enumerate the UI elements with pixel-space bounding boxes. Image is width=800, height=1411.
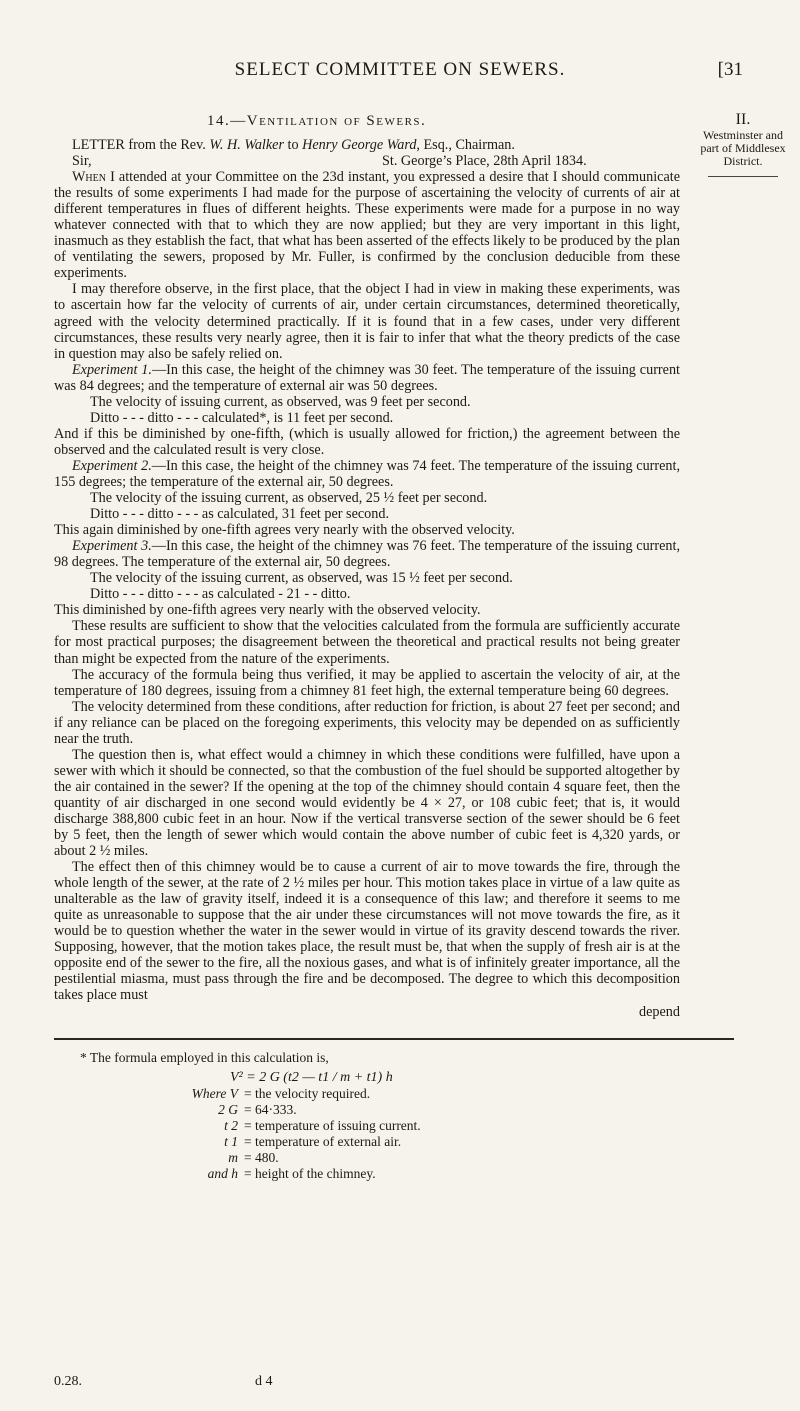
section-title: 14.—Ventilation of Sewers. xyxy=(207,113,427,129)
experiment-2-conclusion: This again diminished by one-fifth agrees very nearly with the observed velocity. xyxy=(54,522,515,539)
definition-row xyxy=(164,1086,640,1102)
letter-heading xyxy=(54,137,680,153)
definition-symbol: Where V xyxy=(191,1086,238,1101)
definition-row xyxy=(164,1150,640,1166)
footnote-formula: V² = 2 G (t2 — t1 / m + t1) h xyxy=(230,1070,393,1085)
experiment-3-observed: The velocity of the issuing current, as observed, was 15 ½ feet per second. xyxy=(90,570,513,587)
paragraph-1 xyxy=(54,169,680,281)
formula-definitions xyxy=(164,1086,640,1182)
place-date: St. George’s Place, 28th April 1834. xyxy=(382,153,587,170)
experiment-3-label: Experiment 3. xyxy=(72,538,152,555)
definition-symbol: t 2 xyxy=(224,1118,238,1133)
experiment-2-calculated: Ditto - - - ditto - - - as calculated, 31 feet per second. xyxy=(90,506,390,523)
heading-author: W. H. Walker xyxy=(209,137,284,153)
definition-meaning: = temperature of external air. xyxy=(244,1134,402,1149)
experiment-1-observed: The velocity of issuing current, as observed, was 9 feet per second. xyxy=(90,393,471,410)
experiment-1-label: Experiment 1. xyxy=(72,361,152,378)
side-note-rule xyxy=(708,176,778,177)
side-note-text: Westminster and part of Middlesex District. xyxy=(700,128,786,168)
running-header xyxy=(0,59,800,81)
experiment-3 xyxy=(54,538,680,570)
salutation-line xyxy=(54,153,680,169)
paragraph-1-text: I attended at your Committee on the 23d instant, you expressed a desire that I should communicate the results of some experiments I had made for the purpose of ascertaining the velocity of currents of air at different temperatures in flues of different heights. These experiments were made for a purpose in no way whatever connected with that to which they are now applied; but they are very important in this light, inasmuch as they establish the fact, that what has been asserted of the effects likely to be produced by the plan of ventilating the sewers, proposed by Mr. Fuller, is confirmed by the conclusion deducible from these experiments. xyxy=(54,169,680,282)
experiment-1-calculated: Ditto - - - ditto - - - calculated*, is 11 feet per second. xyxy=(90,409,394,426)
definition-meaning: = the velocity required. xyxy=(244,1086,371,1101)
paragraph-6: The question then is, what effect would a chimney in which these conditions were fulfilled, have upon a sewer with which it should be connected, so that the combustion of the fuel should be supported altogether by the air contained in the sewer? If the opening at the top of the chimney should contain 4 square feet, then the quantity of air discharged in one second would evidently be 4 × 27, or 108 cubic feet; that is, it would discharge 388,800 cubic feet in an hour. Now if the vertical transverse section of the sewer should be 6 feet by 5 feet, then the length of sewer which would contain the above number of cubic feet is 4,320 yards, or about 2 ½ miles. xyxy=(54,746,680,860)
paragraph-2: I may therefore observe, in the first place, that the object I had in view in making these experiments, was to ascertain how far the velocity of currents of air, under certain circumstances, determined theoretically, agreed with the velocity determined practically. If it is found that in a few cases, under very different circumstances, these results very nearly agree, then it is fair to infer that what the theory predicts of the case in question may also be safely relied on. xyxy=(54,281,680,362)
experiment-1-conclusion: And if this be diminished by one-fifth, (which is usually allowed for friction,) the agreement between the observed and the calculated result is very close. xyxy=(54,425,680,458)
definition-symbol: t 1 xyxy=(224,1134,238,1149)
experiment-3-conclusion: This diminished by one-fifth agrees very nearly with the observed velocity. xyxy=(54,602,481,619)
heading-mid: to xyxy=(287,137,299,153)
heading-recipient: Henry George Ward xyxy=(302,137,417,153)
experiment-2 xyxy=(54,458,680,490)
definition-symbol: and h xyxy=(207,1166,238,1181)
experiment-2-label: Experiment 2. xyxy=(72,457,152,474)
definition-meaning: = 480. xyxy=(244,1150,279,1165)
salutation: Sir, xyxy=(72,153,92,170)
paragraph-5: The velocity determined from these conditions, after reduction for friction, is about 27 feet per second; and if any reliance can be placed on the foregoing experiments, this velocity may be depended on as sufficiently near the truth. xyxy=(54,698,680,747)
definition-row xyxy=(164,1118,640,1134)
paragraph-1-lead: When xyxy=(72,169,106,186)
definition-row xyxy=(164,1134,640,1150)
header-title: SELECT COMMITTEE ON SEWERS. xyxy=(234,59,566,80)
definition-symbol: m xyxy=(228,1150,238,1165)
signature-left: 0.28. xyxy=(54,1374,82,1389)
experiment-2-observed: The velocity of the issuing current, as observed, 25 ½ feet per second. xyxy=(90,490,488,507)
definition-symbol: 2 G xyxy=(218,1102,238,1117)
letter-body xyxy=(54,137,680,1020)
experiment-3-calculated: Ditto - - - ditto - - - as calculated - 21 - - ditto. xyxy=(90,586,351,603)
catchword: depend xyxy=(639,1003,680,1020)
side-note xyxy=(693,113,793,177)
definition-meaning: = height of the chimney. xyxy=(244,1166,376,1181)
experiment-1-text: —In this case, the height of the chimney was 30 feet. The temperature of the issuing current was 84 degrees; and the temperature of external air was 50 degrees. xyxy=(54,361,680,394)
footnote-intro: * The formula employed in this calculation is, xyxy=(80,1050,329,1065)
paragraph-7: The effect then of this chimney would be to cause a current of air to move towards the fire, through the whole length of the sewer, at the rate of 2 ½ miles per hour. This motion takes place in virtue of a law quite as unalterable as the law of gravity itself, indeed it is a consequence of this law; and therefore it seems to me quite as unreasonable to suppose that the air under these circumstances will not move towards the fire, as it would be to question whether the water in the sewer would in virtue of its gravity descend towards the river. Supposing, however, that the motion takes place, the result must be, that when the supply of fresh air is at the opposite end of the sewer to the fire, all the noxious gases, and what is of infinitely greater importance, all the pestilential miasma, must pass through the fire and be decomposed. The degree to which this decomposition takes place must xyxy=(54,859,680,1004)
page-number: [31 xyxy=(717,59,743,80)
footnote xyxy=(80,1050,640,1182)
heading-pre: LETTER from the Rev. xyxy=(72,137,206,153)
paragraph-4: The accuracy of the formula being thus verified, it may be applied to ascertain the velocity of air, at the temperature of 180 degrees, issuing from a chimney 81 feet high, the external temperature being 60 degrees. xyxy=(54,666,680,699)
paragraph-3: These results are sufficient to show that the velocities calculated from the formula are sufficiently accurate for most practical purposes; the disagreement between the theoretical and practical results not being greater than might be expected from the nature of the experiments. xyxy=(54,618,680,667)
signature-center: d 4 xyxy=(255,1374,273,1389)
experiment-3-text: —In this case, the height of the chimney was 76 feet. The temperature of the issuing current, 98 degrees. The temperature of the external air, 50 degrees. xyxy=(54,538,680,571)
definition-meaning: = temperature of issuing current. xyxy=(244,1118,421,1133)
definition-row xyxy=(164,1102,640,1118)
experiment-2-text: —In this case, the height of the chimney was 74 feet. The temperature of the issuing current, 155 degrees; the temperature of the external air, 50 degrees. xyxy=(54,457,680,490)
footnote-rule xyxy=(54,1038,734,1040)
experiment-1 xyxy=(54,362,680,394)
definition-meaning: = 64·333. xyxy=(244,1102,297,1117)
side-note-number: II. xyxy=(735,111,751,128)
heading-post: , Esq., Chairman. xyxy=(416,137,515,153)
definition-row xyxy=(164,1166,640,1182)
